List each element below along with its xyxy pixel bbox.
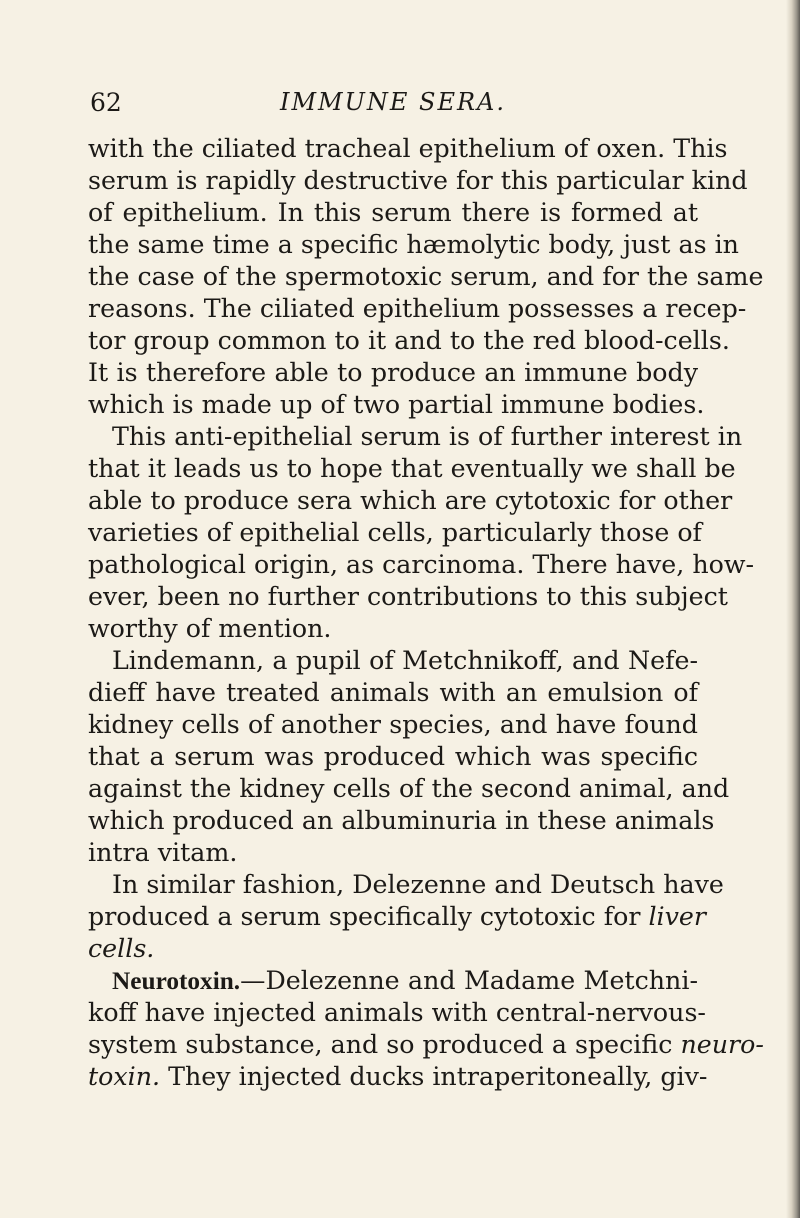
text-line	[88, 645, 698, 677]
text-segment: which is made up of two partial immune bodies.	[88, 390, 705, 419]
text-segment: serum is rapidly destructive for this particular kind	[88, 166, 748, 195]
text-line	[88, 965, 698, 997]
text-segment: produced a serum specifically cytotoxic for	[88, 902, 649, 931]
text-segment: This anti-epithelial serum is of further interest in	[112, 422, 743, 451]
text-segment: They injected ducks intraperitoneally, giv-	[160, 1062, 708, 1091]
italic-term: neuro-	[680, 1030, 764, 1059]
italic-term: cells.	[88, 934, 155, 963]
text-segment: that a serum was produced which was specific	[88, 742, 698, 771]
text-line	[88, 805, 715, 837]
text-segment: of epithelium. In this serum there is formed at	[88, 198, 698, 227]
text-segment: which produced an albuminuria in these animals	[88, 806, 715, 835]
text-segment: the same time a specific hæmolytic body, just as in	[88, 230, 739, 259]
text-segment: koff have injected animals with central-nervous-	[88, 998, 706, 1027]
text-line	[88, 869, 724, 901]
text-segment: dieff have treated animals with an emulsion of	[88, 678, 698, 707]
text-line	[88, 421, 743, 453]
text-line	[88, 229, 739, 261]
text-segment: ever, been no further contributions to this subject	[88, 582, 728, 611]
text-line	[88, 325, 730, 357]
text-line	[88, 933, 698, 965]
text-line	[88, 197, 698, 229]
text-line	[88, 293, 747, 325]
text-line	[88, 165, 748, 197]
section-heading: Neurotoxin.	[112, 967, 241, 995]
text-line	[88, 1029, 764, 1061]
text-line	[88, 773, 730, 805]
text-line	[88, 357, 698, 389]
body-text	[88, 133, 764, 1093]
italic-term: liver	[648, 902, 706, 931]
text-segment: pathological origin, as carcinoma. There have, how-	[88, 550, 755, 579]
text-segment: reasons. The ciliated epithelium possesses a recep-	[88, 294, 747, 323]
text-line	[88, 997, 706, 1029]
text-line	[88, 613, 698, 645]
text-segment: able to produce sera which are cytotoxic for other	[88, 486, 733, 515]
page-header	[88, 88, 698, 122]
text-line	[88, 901, 706, 933]
text-line	[88, 1061, 708, 1093]
text-segment: kidney cells of another species, and have found	[88, 710, 698, 739]
text-line	[88, 485, 733, 517]
page-number: 62	[90, 88, 122, 117]
text-line	[88, 581, 728, 613]
text-segment: In similar fashion, Delezenne and Deutsch have	[112, 870, 724, 899]
running-head: IMMUNE SERA.	[280, 88, 506, 116]
text-segment: tor group common to it and to the red blood-cells.	[88, 326, 730, 355]
text-line	[88, 549, 755, 581]
text-segment: varieties of epithelial cells, particularly those of	[88, 518, 702, 547]
italic-term: toxin.	[88, 1062, 161, 1091]
text-segment: that it leads us to hope that eventually we shall be	[88, 454, 736, 483]
text-segment: the case of the spermotoxic serum, and for the same	[88, 262, 764, 291]
text-segment: —Delezenne and Madame Metchni-	[240, 966, 698, 995]
text-segment: against the kidney cells of the second animal, and	[88, 774, 730, 803]
text-line	[88, 389, 705, 421]
page-edge-shadow	[786, 0, 800, 1218]
text-segment: system substance, and so produced a specific	[88, 1030, 681, 1059]
text-line	[88, 709, 698, 741]
text-line	[88, 677, 698, 709]
text-segment: with the ciliated tracheal epithelium of oxen. This	[88, 134, 728, 163]
text-segment: worthy of mention.	[88, 614, 332, 643]
text-line	[88, 837, 698, 869]
text-segment: intra vitam.	[88, 838, 238, 867]
text-segment: Lindemann, a pupil of Metchnikoff, and Nefe-	[112, 646, 698, 675]
text-line	[88, 261, 764, 293]
text-line	[88, 517, 702, 549]
text-line	[88, 453, 736, 485]
text-line	[88, 741, 698, 773]
text-segment: It is therefore able to produce an immune body	[88, 358, 698, 387]
text-line	[88, 133, 728, 165]
